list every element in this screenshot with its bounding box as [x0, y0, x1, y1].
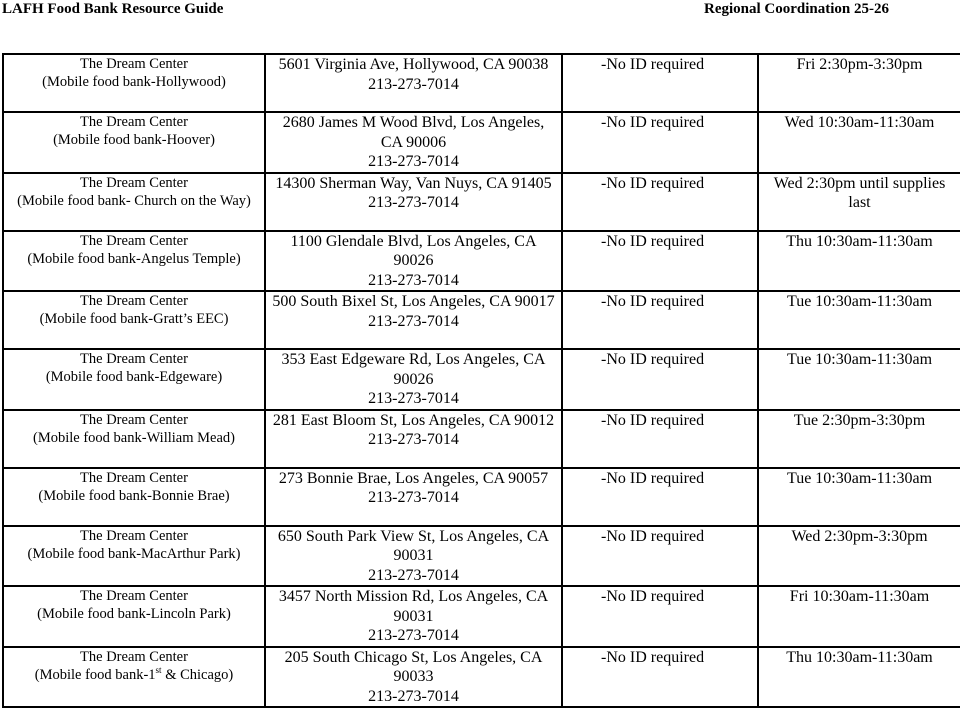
service-hours: Wed 2:30pm-3:30pm — [791, 527, 928, 545]
id-requirement: -No ID required — [601, 527, 705, 545]
address-cell — [265, 647, 562, 708]
address-cell — [265, 526, 562, 587]
program-name — [8, 429, 260, 447]
program-name-text: (Mobile food bank-Hollywood) — [42, 74, 226, 90]
organization-name: The Dream Center — [80, 411, 188, 428]
program-name-text: (Mobile food bank-Bonnie Brae) — [38, 487, 230, 504]
street-address: 500 South Bixel St, Los Angeles, CA 90017 — [272, 293, 555, 310]
id-requirement-cell — [562, 173, 758, 231]
street-address: 273 Bonnie Brae, Los Angeles, CA 90057 — [278, 469, 549, 487]
resource-table-container — [2, 53, 960, 708]
organization-name: The Dream Center — [80, 114, 188, 130]
table-row — [3, 526, 960, 587]
phone-number: 213-273-7014 — [368, 194, 459, 211]
program-name-text: (Mobile food bank- Church on the Way) — [17, 192, 251, 209]
program-name — [8, 545, 260, 563]
hours-cell — [758, 410, 960, 468]
organization-cell — [3, 349, 265, 410]
id-requirement: -No ID required — [601, 293, 705, 310]
program-name-text: (Mobile food bank-Hoover) — [53, 132, 215, 148]
table-row — [3, 468, 960, 526]
hours-cell — [758, 647, 960, 708]
service-hours: Wed 10:30am-11:30am — [784, 114, 935, 131]
phone-number: 213-273-7014 — [368, 489, 459, 506]
hours-cell — [758, 173, 960, 231]
organization-name: The Dream Center — [80, 351, 188, 367]
program-name — [8, 310, 260, 328]
table-row — [3, 410, 960, 468]
id-requirement-cell — [562, 410, 758, 468]
hours-cell — [758, 54, 960, 112]
id-requirement: -No ID required — [601, 232, 705, 250]
id-requirement-cell — [562, 54, 758, 112]
phone-number: 213-273-7014 — [368, 687, 459, 705]
id-requirement-cell — [562, 647, 758, 708]
street-address: 650 South Park View St, Los Angeles, CA 90031 — [277, 527, 550, 564]
organization-name: The Dream Center — [80, 293, 188, 309]
table-row — [3, 231, 960, 292]
organization-cell — [3, 291, 265, 349]
service-hours: Tue 10:30am-11:30am — [786, 351, 933, 368]
program-name — [8, 131, 260, 149]
program-name — [8, 368, 260, 386]
organization-cell — [3, 410, 265, 468]
table-row — [3, 586, 960, 647]
organization-cell — [3, 112, 265, 173]
page-header — [0, 0, 960, 24]
program-name — [8, 250, 260, 268]
phone-number: 213-273-7014 — [368, 431, 459, 448]
id-requirement-cell — [562, 468, 758, 526]
program-name-text: (Mobile food bank-1 — [34, 666, 156, 683]
id-requirement-cell — [562, 526, 758, 587]
id-requirement: -No ID required — [601, 56, 705, 73]
service-hours: Thu 10:30am-11:30am — [786, 232, 933, 250]
address-cell — [265, 349, 562, 410]
phone-number: 213-273-7014 — [368, 312, 459, 330]
organization-cell — [3, 586, 265, 647]
address-cell — [265, 231, 562, 292]
address-cell — [265, 173, 562, 231]
id-requirement-cell — [562, 586, 758, 647]
document-section-title: Regional Coordination 25-26 — [704, 1, 890, 17]
organization-name: The Dream Center — [80, 56, 188, 72]
program-name — [8, 605, 260, 623]
street-address: 353 East Edgeware Rd, Los Angeles, CA 90026 — [281, 351, 546, 388]
organization-name: The Dream Center — [80, 588, 188, 604]
service-hours: Tue 10:30am-11:30am — [786, 293, 933, 310]
document-title: LAFH Food Bank Resource Guide — [2, 1, 224, 17]
program-name — [8, 666, 260, 684]
id-requirement: -No ID required — [601, 174, 705, 192]
table-row — [3, 349, 960, 410]
service-hours: Thu 10:30am-11:30am — [786, 648, 933, 666]
hours-cell — [758, 586, 960, 647]
address-cell — [265, 586, 562, 647]
phone-number: 213-273-7014 — [368, 271, 459, 289]
table-row — [3, 173, 960, 231]
id-requirement-cell — [562, 349, 758, 410]
phone-number: 213-273-7014 — [368, 75, 459, 93]
id-requirement: -No ID required — [601, 588, 705, 605]
resource-table-body — [3, 54, 960, 707]
service-hours: Fri 10:30am-11:30am — [789, 588, 930, 605]
hours-cell — [758, 231, 960, 292]
address-cell — [265, 112, 562, 173]
street-address: 281 East Bloom St, Los Angeles, CA 90012 — [272, 411, 555, 429]
id-requirement: -No ID required — [601, 469, 705, 487]
program-name-text: (Mobile food bank-Edgeware) — [45, 369, 223, 385]
address-cell — [265, 54, 562, 112]
service-hours: Tue 2:30pm-3:30pm — [793, 411, 926, 429]
hours-cell — [758, 349, 960, 410]
service-hours: Tue 10:30am-11:30am — [786, 469, 933, 487]
service-hours: Fri 2:30pm-3:30pm — [796, 56, 923, 73]
organization-name: The Dream Center — [80, 232, 188, 249]
organization-cell — [3, 647, 265, 708]
organization-cell — [3, 526, 265, 587]
street-address: 14300 Sherman Way, Van Nuys, CA 91405 — [275, 174, 552, 192]
id-requirement: -No ID required — [601, 114, 705, 131]
address-cell — [265, 291, 562, 349]
program-name — [8, 73, 260, 91]
id-requirement: -No ID required — [601, 648, 705, 666]
program-name-text: (Mobile food bank-William Mead) — [33, 429, 235, 446]
table-row — [3, 647, 960, 708]
program-name-text: (Mobile food bank-MacArthur Park) — [27, 545, 241, 562]
hours-cell — [758, 526, 960, 587]
table-row — [3, 112, 960, 173]
table-row — [3, 54, 960, 112]
organization-name: The Dream Center — [80, 469, 188, 486]
street-address: 3457 North Mission Rd, Los Angeles, CA 90031 — [278, 588, 549, 625]
organization-name: The Dream Center — [80, 527, 188, 544]
hours-cell — [758, 291, 960, 349]
service-hours: Wed 2:30pm until supplies last — [773, 174, 946, 211]
id-requirement: -No ID required — [601, 351, 705, 368]
resource-table — [2, 53, 960, 708]
street-address: 5601 Virginia Ave, Hollywood, CA 90038 — [278, 56, 549, 73]
program-name — [8, 487, 260, 505]
id-requirement-cell — [562, 231, 758, 292]
phone-number: 213-273-7014 — [368, 153, 459, 170]
program-name — [8, 192, 260, 210]
table-row — [3, 291, 960, 349]
address-cell — [265, 468, 562, 526]
street-address: 1100 Glendale Blvd, Los Angeles, CA 90026 — [290, 232, 537, 269]
program-name-superscript: st — [155, 664, 162, 675]
organization-name: The Dream Center — [80, 648, 188, 665]
organization-cell — [3, 231, 265, 292]
program-name-text: (Mobile food bank-Angelus Temple) — [27, 250, 241, 267]
id-requirement-cell — [562, 112, 758, 173]
organization-cell — [3, 468, 265, 526]
id-requirement: -No ID required — [601, 411, 705, 429]
program-name-text: (Mobile food bank-Gratt’s EEC) — [39, 311, 229, 327]
phone-number: 213-273-7014 — [368, 566, 459, 584]
hours-cell — [758, 112, 960, 173]
hours-cell — [758, 468, 960, 526]
program-name-text: (Mobile food bank-Lincoln Park) — [37, 606, 231, 622]
address-cell — [265, 410, 562, 468]
street-address: 2680 James M Wood Blvd, Los Angeles, CA 90006 — [282, 114, 545, 151]
id-requirement-cell — [562, 291, 758, 349]
phone-number: 213-273-7014 — [368, 627, 459, 644]
phone-number: 213-273-7014 — [368, 390, 459, 407]
program-name-text-suffix: & Chicago) — [161, 666, 234, 683]
organization-cell — [3, 54, 265, 112]
organization-cell — [3, 173, 265, 231]
street-address: 205 South Chicago St, Los Angeles, CA 90033 — [284, 648, 543, 685]
organization-name: The Dream Center — [80, 174, 188, 191]
